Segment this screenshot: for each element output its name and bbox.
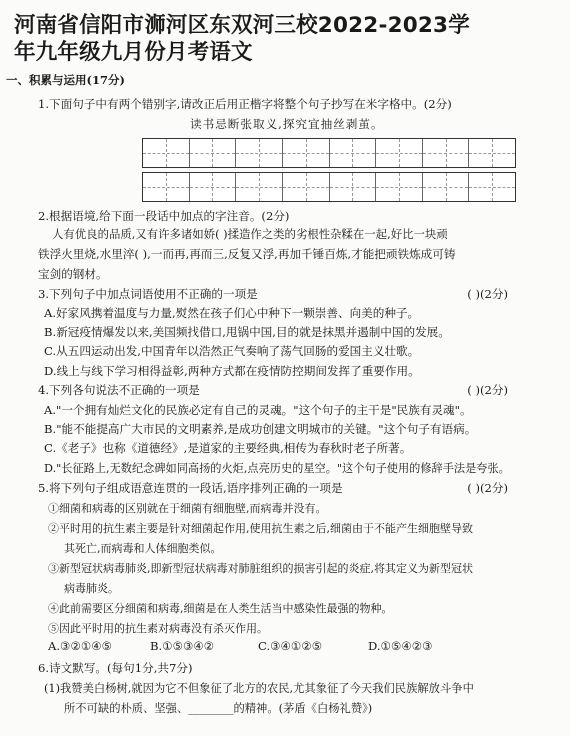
q3-option-b: B.新冠疫情爆发以来,美国频找借口,甩锅中国,目的就是抹黑并遏制中国的发展。	[44, 325, 450, 339]
q2-passage-line-3: 宝剑的钢材。	[38, 267, 108, 281]
grid-cell[interactable]	[143, 139, 190, 167]
grid-cell[interactable]	[423, 139, 470, 167]
grid-cell[interactable]	[190, 139, 237, 167]
q6-item-1-line-1: (1)我赞美白杨树,就因为它不但象征了北方的农民,尤其象征了今天我们民族解放斗争中	[44, 682, 474, 695]
q2-passage-line-1: 人有优良的品质,又有许多诸如娇( )揉造作之类的劣根性杂糅在一起,好比一块顽	[52, 227, 448, 241]
grid-cell[interactable]	[330, 139, 377, 167]
q2-passage-line-2: 铁浮火里烧,水里淬( ),一而再,再而三,反复又浮,再加千锤百炼,才能把顽铁炼成可铸	[38, 247, 456, 261]
title-line-1: 河南省信阳市浉河区东双河三校2022-2023学	[14, 13, 470, 38]
grid-cell[interactable]	[423, 173, 470, 201]
writing-grid-row-1[interactable]	[142, 138, 516, 168]
q6-item-1-line-2: 所不可缺的朴质、坚强、________的精神。(茅盾《白杨礼赞》)	[64, 702, 373, 715]
q3-option-c: C.从五四运动出发,中国青年以浩然正气奏响了荡气回肠的爱国主义壮歌。	[44, 344, 420, 358]
q5-option-b: B.①⑤③④②	[150, 639, 215, 653]
q2-prompt: 2.根据语境,给下面一段话中加点的字注音。(2分)	[38, 209, 290, 223]
grid-cell[interactable]	[376, 173, 423, 201]
q5-sentence-4: ④此前需要区分细菌和病毒,细菌是在人类生活当中感染性最强的物种。	[48, 602, 393, 615]
q4-prompt: 4.下列各句说法不正确的一项是	[38, 383, 200, 397]
grid-cell[interactable]	[469, 173, 515, 201]
grid-cell[interactable]	[376, 139, 423, 167]
q6-prompt: 6.诗文默写。(每句1分,共7分)	[38, 661, 193, 675]
q4-answer-blank[interactable]: ( )(2分)	[467, 383, 508, 397]
grid-cell[interactable]	[236, 139, 283, 167]
title-line-2: 年九年级九月份月考语文	[14, 40, 253, 65]
q5-prompt: 5.将下列句子组成语意连贯的一段话,语序排列正确的一项是	[38, 481, 343, 495]
section-heading: 一、积累与运用(17分)	[6, 73, 125, 87]
grid-cell[interactable]	[283, 139, 330, 167]
q5-sentence-5: ⑤因此平时用的抗生素对病毒没有杀灭作用。	[48, 622, 268, 635]
grid-cell[interactable]	[469, 139, 515, 167]
q4-option-a: A."一个拥有灿烂文化的民族必定有自己的灵魂。"这个句子的主干是"民族有灵魂"。	[44, 403, 472, 417]
q5-answer-blank[interactable]: ( )(2分)	[467, 481, 508, 495]
grid-cell[interactable]	[236, 173, 283, 201]
q4-option-d: D."长征路上,无数纪念碑如同高扬的火炬,点亮历史的星空。"这个句子使用的修辞手法是夸张。	[44, 462, 510, 475]
q5-sentence-1: ①细菌和病毒的区别就在于细菌有细胞壁,而病毒并没有。	[48, 502, 327, 515]
q3-option-d: D.线上与线下学习相得益彰,两种方式都在疫情防控期间发挥了重要作用。	[44, 364, 420, 378]
q5-sentence-3a: ③新型冠状病毒肺炎,即新型冠状病毒对肺脏组织的损害引起的炎症,将其定义为新型冠状	[48, 562, 473, 575]
q5-sentence-3b: 病毒肺炎。	[64, 582, 119, 595]
grid-cell[interactable]	[283, 173, 330, 201]
document-title	[14, 12, 562, 66]
grid-cell[interactable]	[143, 173, 190, 201]
q1-prompt: 1.下面句子中有两个错别字,请改正后用正楷字将整个句子抄写在米字格中。(2分)	[38, 97, 452, 111]
q3-prompt: 3.下列句子中加点词语使用不正确的一项是	[38, 287, 258, 301]
q5-option-c: C.③④①②⑤	[258, 639, 323, 653]
q5-sentence-2a: ②平时用的抗生素主要是针对细菌起作用,使用抗生素之后,细菌由于不能产生细胞壁导致	[48, 522, 473, 535]
q3-answer-blank[interactable]: ( )(2分)	[467, 287, 508, 301]
q5-option-a: A.③②①④⑤	[48, 639, 113, 653]
grid-cell[interactable]	[330, 173, 377, 201]
q5-sentence-2b: 其死亡,而病毒和人体细胞类似。	[64, 542, 222, 555]
q4-option-b: B."能不能提高广大市民的文明素养,是成功创建文明城市的关键。"这个句子有语病。	[44, 422, 477, 436]
q5-option-d: D.①⑤④②③	[368, 639, 433, 653]
q3-option-a: A.好家风携着温度与力量,熨然在孩子们心中种下一颗崇善、向美的种子。	[44, 306, 420, 320]
writing-grid-row-2[interactable]	[142, 172, 516, 202]
q1-sentence: 读书忌断张取义,探究宜抽丝剥茧。	[190, 117, 384, 131]
q4-option-c: C.《老子》也称《道德经》,是道家的主要经典,相传为春秋时老子所著。	[44, 441, 412, 455]
grid-cell[interactable]	[190, 173, 237, 201]
